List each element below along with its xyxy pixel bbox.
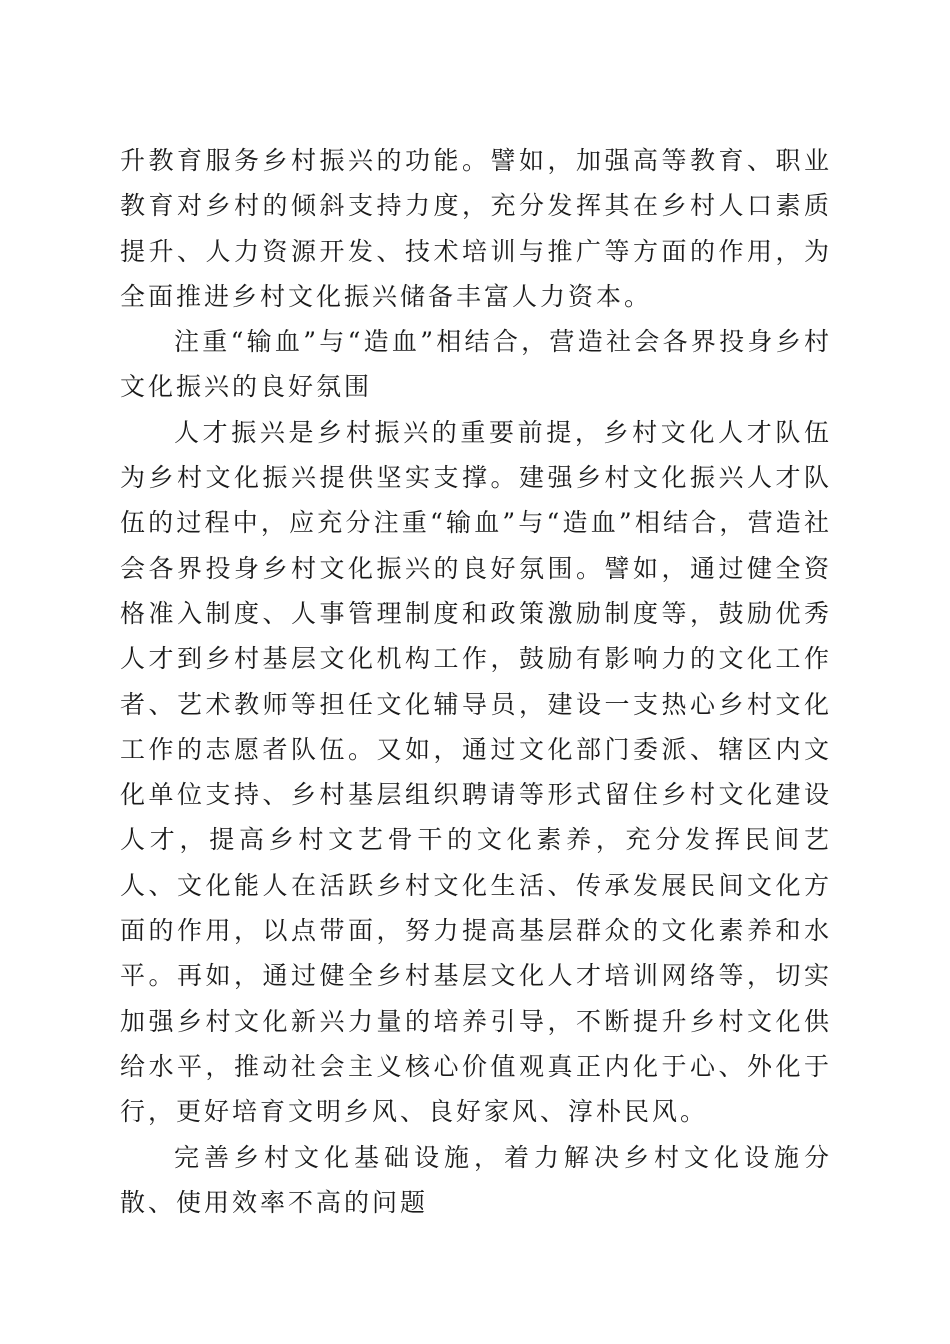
section-heading-transfusion: 注重“输血”与“造血”相结合，营造社会各界投身乡村文化振兴的良好氛围 bbox=[120, 327, 832, 402]
paragraph-talent-revitalization: 人才振兴是乡村振兴的重要前提，乡村文化人才队伍为乡村文化振兴提供坚实支撑。建强乡村文化振兴人才队伍的过程中，应充分注重“输血”与“造血”相结合，营造社会各界投身乡村文化振兴的良好氛围。譬如，通过健全资格准入制度、人事管理制度和政策激励制度等，鼓励优秀人才到乡村基层文化机构工作，鼓励有影响力的文化工作者、艺术教师等担任文化辅导员，建设一支热心乡村文化工作的志愿者队伍。又如，通过文化部门委派、辖区内文化单位支持、乡村基层组织聘请等形式留住乡村文化建设人才，提高乡村文艺骨干的文化素养，充分发挥民间艺人、文化能人在活跃乡村文化生活、传承发展民间文化方面的作用，以点带面，努力提高基层群众的文化素养和水平。再如，通过健全乡村基层文化人才培训网络等，切实加强乡村文化新兴力量的培养引导，不断提升乡村文化供给水平，推动社会主义核心价值观真正内化于心、外化于行，更好培育文明乡风、良好家风、淳朴民风。 bbox=[120, 417, 832, 1127]
paragraph-continuation: 升教育服务乡村振兴的功能。譬如，加强高等教育、职业教育对乡村的倾斜支持力度，充分发挥其在乡村人口素质提升、人力资源开发、技术培训与推广等方面的作用，为全面推进乡村文化振兴储备丰富人力资本。 bbox=[120, 146, 832, 311]
document-body bbox=[120, 138, 832, 1225]
section-heading-infrastructure: 完善乡村文化基础设施，着力解决乡村文化设施分散、使用效率不高的问题 bbox=[120, 1142, 832, 1217]
